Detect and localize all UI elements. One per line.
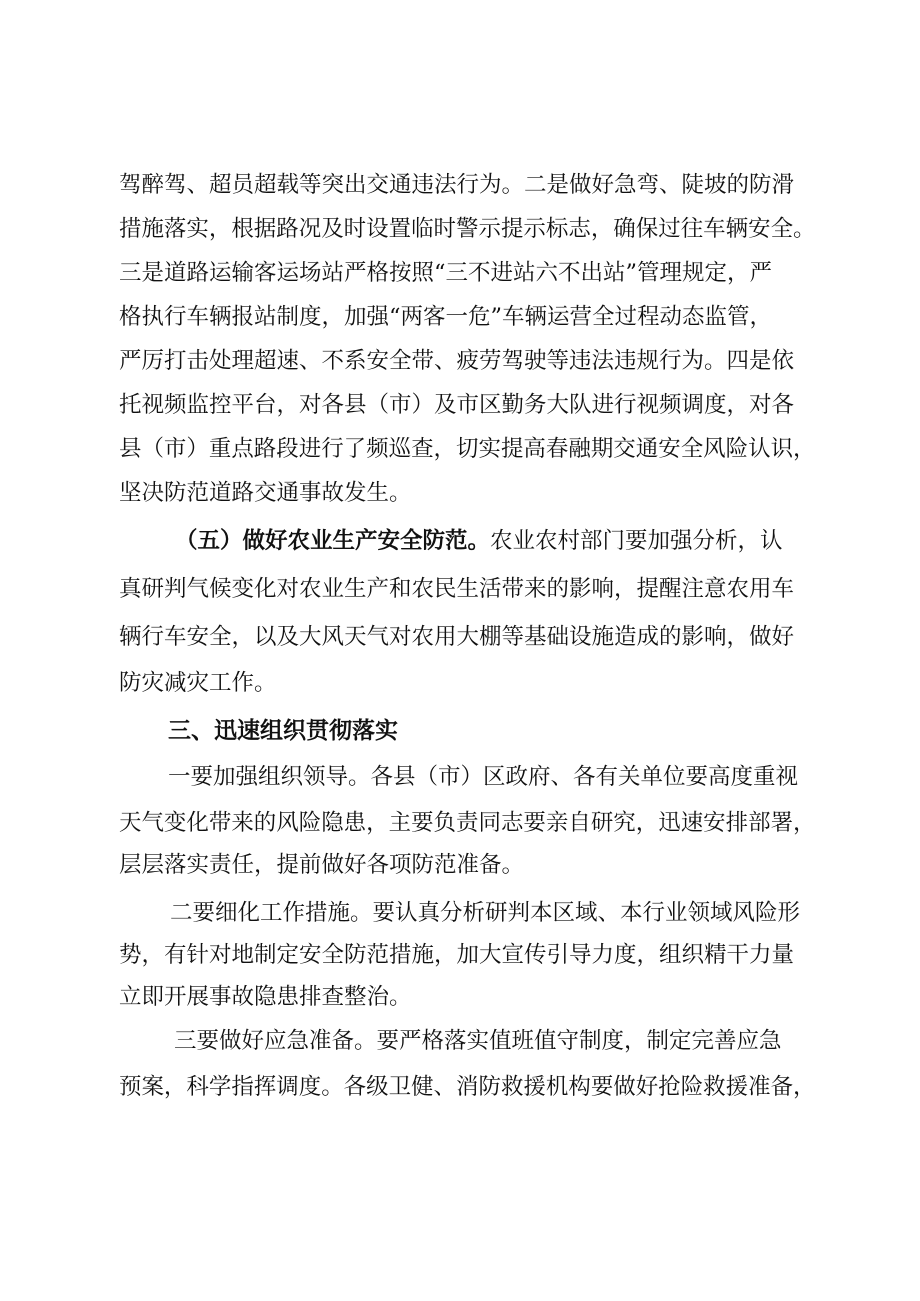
- paragraph-line: 措施落实，根据路况及时设置临时警示提示标志，确保过往车辆安全。: [119, 216, 816, 242]
- paragraph-line: 三是道路运输客运场站严格按照“三不进站六不出站”管理规定，严: [119, 260, 773, 286]
- paragraph-line: 防灾减灾工作。: [119, 670, 277, 696]
- paragraph-first-line: [175, 526, 783, 556]
- section-heading: 三、迅速组织贯彻落实: [168, 718, 398, 744]
- paragraph-line: 严厉打击处理超速、不系安全带、疲劳驾驶等违法违规行为。四是依: [119, 348, 795, 374]
- subsection-heading: （五）做好农业生产安全防范。: [175, 528, 491, 554]
- paragraph-line: 辆行车安全，以及大风天气对农用大棚等基础设施造成的影响，做好: [119, 624, 795, 650]
- paragraph-line: 格执行车辆报站制度，加强“两客一危”车辆运营全过程动态监管，: [119, 304, 773, 330]
- paragraph-line: 层层落实责任，提前做好各项防范准备。: [119, 852, 525, 878]
- paragraph-line: 二要细化工作措施。要认真分析研判本区域、本行业领域风险形: [170, 900, 801, 926]
- paragraph-text: 农业农村部门要加强分析，认: [490, 528, 783, 554]
- paragraph-line: 立即开展事故隐患排查整治。: [119, 984, 412, 1010]
- paragraph-line: 三要做好应急准备。要严格落实值班值守制度，制定完善应急: [174, 1028, 782, 1054]
- paragraph-line: 县（市）重点路段进行了频巡查，切实提高春融期交通安全风险认识，: [119, 436, 816, 462]
- paragraph-line: 托视频监控平台，对各县（市）及市区勤务大队进行视频调度，对各: [119, 392, 795, 418]
- paragraph-line: 预案，科学指挥调度。各级卫健、消防救援机构要做好抢险救援准备，: [119, 1074, 816, 1100]
- paragraph-line: 坚决防范道路交通事故发生。: [119, 480, 412, 506]
- paragraph-line: 真研判气候变化对农业生产和农民生活带来的影响，提醒注意农用车: [119, 576, 795, 602]
- paragraph-line: 驾醉驾、超员超载等突出交通违法行为。二是做好急弯、陡坡的防滑: [119, 172, 795, 198]
- paragraph-line: 势，有针对地制定安全防范措施，加大宣传引导力度，组织精干力量: [119, 942, 795, 968]
- paragraph-line: 一要加强组织领导。各县（市）区政府、各有关单位要高度重视: [168, 764, 799, 790]
- paragraph-line: 天气变化带来的风险隐患，主要负责同志要亲自研究，迅速安排部署，: [119, 810, 816, 836]
